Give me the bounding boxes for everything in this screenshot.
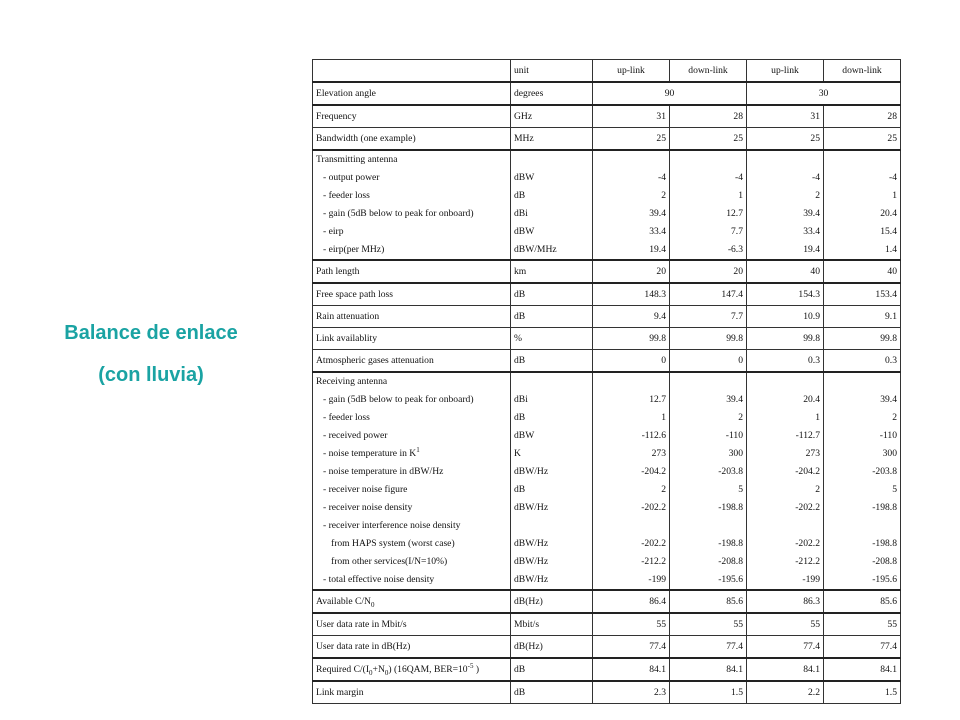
row-value-4: [824, 150, 901, 169]
row-value-3: 1: [747, 409, 824, 427]
label-text: User data rate in dB(Hz): [316, 641, 411, 652]
table-row-tx-eirp-mhz: [313, 241, 901, 260]
table-row-rx-nf: [313, 481, 901, 499]
row-value-4: [824, 372, 901, 391]
row-value-2: 55: [670, 613, 747, 636]
header-row: [313, 60, 901, 83]
row-label: [313, 553, 511, 571]
row-value-1: 12.7: [593, 391, 670, 409]
table-row-fspl: [313, 283, 901, 306]
row-value-1: 0: [593, 350, 670, 373]
table-row-cn0: [313, 590, 901, 613]
row-label: [313, 517, 511, 535]
row-value-3: 39.4: [747, 205, 824, 223]
row-value-1: [593, 517, 670, 535]
row-unit: dB: [511, 187, 593, 205]
row-value-3: 19.4: [747, 241, 824, 260]
row-value-1: 77.4: [593, 636, 670, 659]
row-value-2: 7.7: [670, 306, 747, 328]
row-label: [313, 260, 511, 283]
row-label: [313, 658, 511, 681]
row-label: [313, 128, 511, 151]
label-text: from other services(I/N=10%): [331, 556, 448, 567]
table-row-required: [313, 658, 901, 681]
table-row-atmos: [313, 350, 901, 373]
row-value-3: 99.8: [747, 328, 824, 350]
row-value-2: 300: [670, 445, 747, 463]
table-row-frequency: [313, 105, 901, 128]
link-budget-table: [312, 59, 901, 704]
row-value-1: 99.8: [593, 328, 670, 350]
row-unit: dBW/Hz: [511, 535, 593, 553]
row-value-4: 1.4: [824, 241, 901, 260]
row-value-2: 77.4: [670, 636, 747, 659]
row-unit: [511, 372, 593, 391]
row-unit: dB: [511, 658, 593, 681]
row-value-3: -199: [747, 571, 824, 590]
row-value-30: 30: [747, 82, 901, 105]
row-value-4: 1.5: [824, 681, 901, 704]
row-value-3: 33.4: [747, 223, 824, 241]
row-value-1: 31: [593, 105, 670, 128]
row-value-1: 1: [593, 409, 670, 427]
row-value-3: 20.4: [747, 391, 824, 409]
row-unit: K: [511, 445, 593, 463]
row-value-1: 2.3: [593, 681, 670, 704]
table-row-tx-power: [313, 169, 901, 187]
row-unit: dBW/Hz: [511, 571, 593, 590]
row-label: [313, 372, 511, 391]
row-unit: %: [511, 328, 593, 350]
row-value-4: 5: [824, 481, 901, 499]
row-unit: dBW/MHz: [511, 241, 593, 260]
label-text: - received power: [323, 430, 388, 441]
row-value-3: 273: [747, 445, 824, 463]
label-text: - feeder loss: [323, 412, 370, 423]
table-row-margin: [313, 681, 901, 704]
row-value-3: 55: [747, 613, 824, 636]
row-label: [313, 409, 511, 427]
label-text: - receiver interference noise density: [323, 520, 461, 531]
row-value-4: 15.4: [824, 223, 901, 241]
row-label: [313, 499, 511, 517]
row-value-1: 25: [593, 128, 670, 151]
row-label: [313, 241, 511, 260]
row-value-1: 19.4: [593, 241, 670, 260]
row-value-3: 86.3: [747, 590, 824, 613]
table-row-rx-ind-head: [313, 517, 901, 535]
row-value-4: 25: [824, 128, 901, 151]
label-part: +N: [372, 664, 385, 675]
row-value-4: 39.4: [824, 391, 901, 409]
row-value-1: 273: [593, 445, 670, 463]
label-text: Available C/N: [316, 596, 371, 607]
slide-title: [36, 312, 266, 396]
row-value-4: 153.4: [824, 283, 901, 306]
table-row-rx-haps: [313, 535, 901, 553]
row-value-1: 33.4: [593, 223, 670, 241]
row-value-1: -204.2: [593, 463, 670, 481]
row-unit: Mbit/s: [511, 613, 593, 636]
row-value-4: 40: [824, 260, 901, 283]
row-label: [313, 681, 511, 704]
row-value-3: [747, 372, 824, 391]
row-value-1: [593, 372, 670, 391]
row-value-4: 55: [824, 613, 901, 636]
label-text: - receiver noise density: [323, 502, 413, 513]
table-row-elevation: [313, 82, 901, 105]
label-text: Link availablity: [316, 333, 378, 344]
label-part: 0: [369, 668, 373, 677]
row-unit: dBW/Hz: [511, 463, 593, 481]
row-value-4: -203.8: [824, 463, 901, 481]
row-value-2: 2: [670, 409, 747, 427]
row-unit: [511, 517, 593, 535]
label-text: Link margin: [316, 687, 364, 698]
table-body: [313, 60, 901, 704]
label-part: 0: [384, 668, 389, 677]
row-value-4: 1: [824, 187, 901, 205]
row-value-4: 84.1: [824, 658, 901, 681]
row-unit: dBi: [511, 205, 593, 223]
link-budget-sheet: [292, 55, 914, 698]
row-value-3: 77.4: [747, 636, 824, 659]
row-value-4: -208.8: [824, 553, 901, 571]
row-value-1: 55: [593, 613, 670, 636]
row-value-2: 147.4: [670, 283, 747, 306]
row-value-1: 2: [593, 187, 670, 205]
label-text: - output power: [323, 172, 380, 183]
row-value-4: -4: [824, 169, 901, 187]
row-value-2: 12.7: [670, 205, 747, 223]
row-value-2: 85.6: [670, 590, 747, 613]
row-unit: dB: [511, 283, 593, 306]
row-unit: GHz: [511, 105, 593, 128]
row-value-1: -202.2: [593, 499, 670, 517]
header-cell-unit: unit: [511, 60, 593, 83]
row-label: [313, 306, 511, 328]
row-value-1: 9.4: [593, 306, 670, 328]
row-value-4: -198.8: [824, 499, 901, 517]
table-row-tx-feeder: [313, 187, 901, 205]
row-unit: dB: [511, 481, 593, 499]
row-label: [313, 535, 511, 553]
row-unit: dB: [511, 681, 593, 704]
row-value-2: [670, 517, 747, 535]
row-unit: dBW/Hz: [511, 499, 593, 517]
row-value-2: 84.1: [670, 658, 747, 681]
row-unit: dB(Hz): [511, 636, 593, 659]
row-unit: dB: [511, 409, 593, 427]
table-row-rate-mbit: [313, 613, 901, 636]
row-value-2: -4: [670, 169, 747, 187]
label-part: -5: [467, 661, 474, 670]
row-value-4: -110: [824, 427, 901, 445]
row-value-2: 1: [670, 187, 747, 205]
row-value-1: [593, 150, 670, 169]
table-row-rx-feeder: [313, 409, 901, 427]
row-value-1: 84.1: [593, 658, 670, 681]
label-text: Rain attenuation: [316, 311, 380, 322]
row-value-2: -198.8: [670, 499, 747, 517]
table-row-tx-gain: [313, 205, 901, 223]
row-label: [313, 187, 511, 205]
row-value-1: -112.6: [593, 427, 670, 445]
row-value-3: 0.3: [747, 350, 824, 373]
table-row-tx-head: [313, 150, 901, 169]
label-text: Receiving antenna: [316, 376, 388, 387]
row-unit: dBi: [511, 391, 593, 409]
title-line-2: (con lluvia): [98, 364, 204, 386]
row-label: [313, 223, 511, 241]
row-value-3: -204.2: [747, 463, 824, 481]
label-text: - gain (5dB below to peak for onboard): [323, 208, 474, 219]
row-value-1: -4: [593, 169, 670, 187]
row-value-4: 77.4: [824, 636, 901, 659]
row-value-4: 85.6: [824, 590, 901, 613]
header-cell-up-link-2: up-link: [747, 60, 824, 83]
row-value-2: 25: [670, 128, 747, 151]
row-value-4: 0.3: [824, 350, 901, 373]
row-unit: dB: [511, 350, 593, 373]
row-value-3: 2.2: [747, 681, 824, 704]
row-value-2: 99.8: [670, 328, 747, 350]
row-label: [313, 391, 511, 409]
row-label: [313, 590, 511, 613]
row-label: [313, 283, 511, 306]
row-unit: dB: [511, 306, 593, 328]
row-value-2: 39.4: [670, 391, 747, 409]
row-value-2: [670, 150, 747, 169]
label-text: from HAPS system (worst case): [331, 538, 455, 549]
table-row-rx-total: [313, 571, 901, 590]
row-label: [313, 463, 511, 481]
row-value-4: 20.4: [824, 205, 901, 223]
row-value-3: 25: [747, 128, 824, 151]
row-unit: dBW: [511, 169, 593, 187]
row-value-2: -203.8: [670, 463, 747, 481]
header-cell-down-link-2: down-link: [824, 60, 901, 83]
row-label: [313, 350, 511, 373]
label-part: ) (16QAM, BER=10: [388, 664, 468, 675]
row-value-2: [670, 372, 747, 391]
row-value-1: -202.2: [593, 535, 670, 553]
label-text: - feeder loss: [323, 190, 370, 201]
row-unit: MHz: [511, 128, 593, 151]
table-row-rain: [313, 306, 901, 328]
row-value-3: 84.1: [747, 658, 824, 681]
row-unit: km: [511, 260, 593, 283]
row-label: [313, 169, 511, 187]
row-value-1: 39.4: [593, 205, 670, 223]
row-value-3: -202.2: [747, 535, 824, 553]
row-value-3: 2: [747, 187, 824, 205]
table-row-rx-other: [313, 553, 901, 571]
label-text: - eirp: [323, 226, 344, 237]
row-value-1: 148.3: [593, 283, 670, 306]
row-value-1: -212.2: [593, 553, 670, 571]
header-cell-empty: [313, 60, 511, 83]
row-value-2: 5: [670, 481, 747, 499]
row-label: [313, 481, 511, 499]
row-unit: dBW: [511, 427, 593, 445]
table-row-rx-head: [313, 372, 901, 391]
table-row-rx-gain: [313, 391, 901, 409]
label-part: Required C/(I: [316, 664, 370, 675]
label-text: - eirp(per MHz): [323, 244, 385, 255]
row-value-2: 20: [670, 260, 747, 283]
row-label: [313, 571, 511, 590]
label-superscript: 1: [416, 445, 420, 454]
table-row-rate-db: [313, 636, 901, 659]
row-value-3: 154.3: [747, 283, 824, 306]
row-value-2: -195.6: [670, 571, 747, 590]
row-unit: dB(Hz): [511, 590, 593, 613]
row-value-2: -110: [670, 427, 747, 445]
row-value-3: 40: [747, 260, 824, 283]
label-text: Bandwidth (one example): [316, 133, 416, 144]
row-value-3: 31: [747, 105, 824, 128]
row-label: [313, 328, 511, 350]
row-value-90: 90: [593, 82, 747, 105]
row-label: [313, 636, 511, 659]
label-text: Transmitting antenna: [316, 154, 398, 165]
label-text: User data rate in Mbit/s: [316, 619, 407, 630]
table-row-availability: [313, 328, 901, 350]
row-value-4: -198.8: [824, 535, 901, 553]
row-value-3: -202.2: [747, 499, 824, 517]
row-unit: degrees: [511, 82, 593, 105]
row-label: [313, 105, 511, 128]
row-value-3: -4: [747, 169, 824, 187]
table-row-tx-eirp: [313, 223, 901, 241]
table-row-rx-power: [313, 427, 901, 445]
label-text: - gain (5dB below to peak for onboard): [323, 394, 474, 405]
table-row-rx-noise-temp-k: [313, 445, 901, 463]
table-row-rx-noise-temp-db: [313, 463, 901, 481]
row-value-2: -208.8: [670, 553, 747, 571]
row-unit: dBW: [511, 223, 593, 241]
row-label: [313, 427, 511, 445]
label-subscript: 0: [370, 600, 375, 609]
row-value-4: -195.6: [824, 571, 901, 590]
row-value-4: 99.8: [824, 328, 901, 350]
label-text: - noise temperature in K: [323, 448, 417, 459]
header-cell-down-link-1: down-link: [670, 60, 747, 83]
row-value-1: 20: [593, 260, 670, 283]
row-value-4: 2: [824, 409, 901, 427]
row-value-3: 10.9: [747, 306, 824, 328]
row-value-1: -199: [593, 571, 670, 590]
row-value-2: -6.3: [670, 241, 747, 260]
row-value-4: [824, 517, 901, 535]
row-value-2: 1.5: [670, 681, 747, 704]
row-label: Elevation angle: [313, 82, 511, 105]
row-value-3: [747, 517, 824, 535]
row-value-4: 300: [824, 445, 901, 463]
label-text: Free space path loss: [316, 289, 393, 300]
row-value-3: -112.7: [747, 427, 824, 445]
label-text: Atmospheric gases attenuation: [316, 355, 434, 366]
label-text: Frequency: [316, 111, 357, 122]
header-cell-up-link-1: up-link: [593, 60, 670, 83]
row-label: [313, 150, 511, 169]
row-label: [313, 445, 511, 463]
row-value-1: 2: [593, 481, 670, 499]
row-label: [313, 613, 511, 636]
row-value-3: -212.2: [747, 553, 824, 571]
title-line-1: Balance de enlace: [64, 322, 238, 344]
row-value-2: -198.8: [670, 535, 747, 553]
row-value-2: 0: [670, 350, 747, 373]
table-row-path-length: [313, 260, 901, 283]
table-row-bandwidth: [313, 128, 901, 151]
row-unit: [511, 150, 593, 169]
row-value-4: 9.1: [824, 306, 901, 328]
label-text: - total effective noise density: [323, 574, 435, 585]
row-label: [313, 205, 511, 223]
row-unit: dBW/Hz: [511, 553, 593, 571]
row-value-4: 28: [824, 105, 901, 128]
label-text: Path length: [316, 266, 360, 277]
label-text: - receiver noise figure: [323, 484, 408, 495]
row-value-3: [747, 150, 824, 169]
label-text: - noise temperature in dBW/Hz: [323, 466, 444, 477]
row-value-2: 7.7: [670, 223, 747, 241]
table-row-rx-nd: [313, 499, 901, 517]
label-part: ): [473, 664, 480, 675]
row-value-1: 86.4: [593, 590, 670, 613]
row-value-3: 2: [747, 481, 824, 499]
row-value-2: 28: [670, 105, 747, 128]
